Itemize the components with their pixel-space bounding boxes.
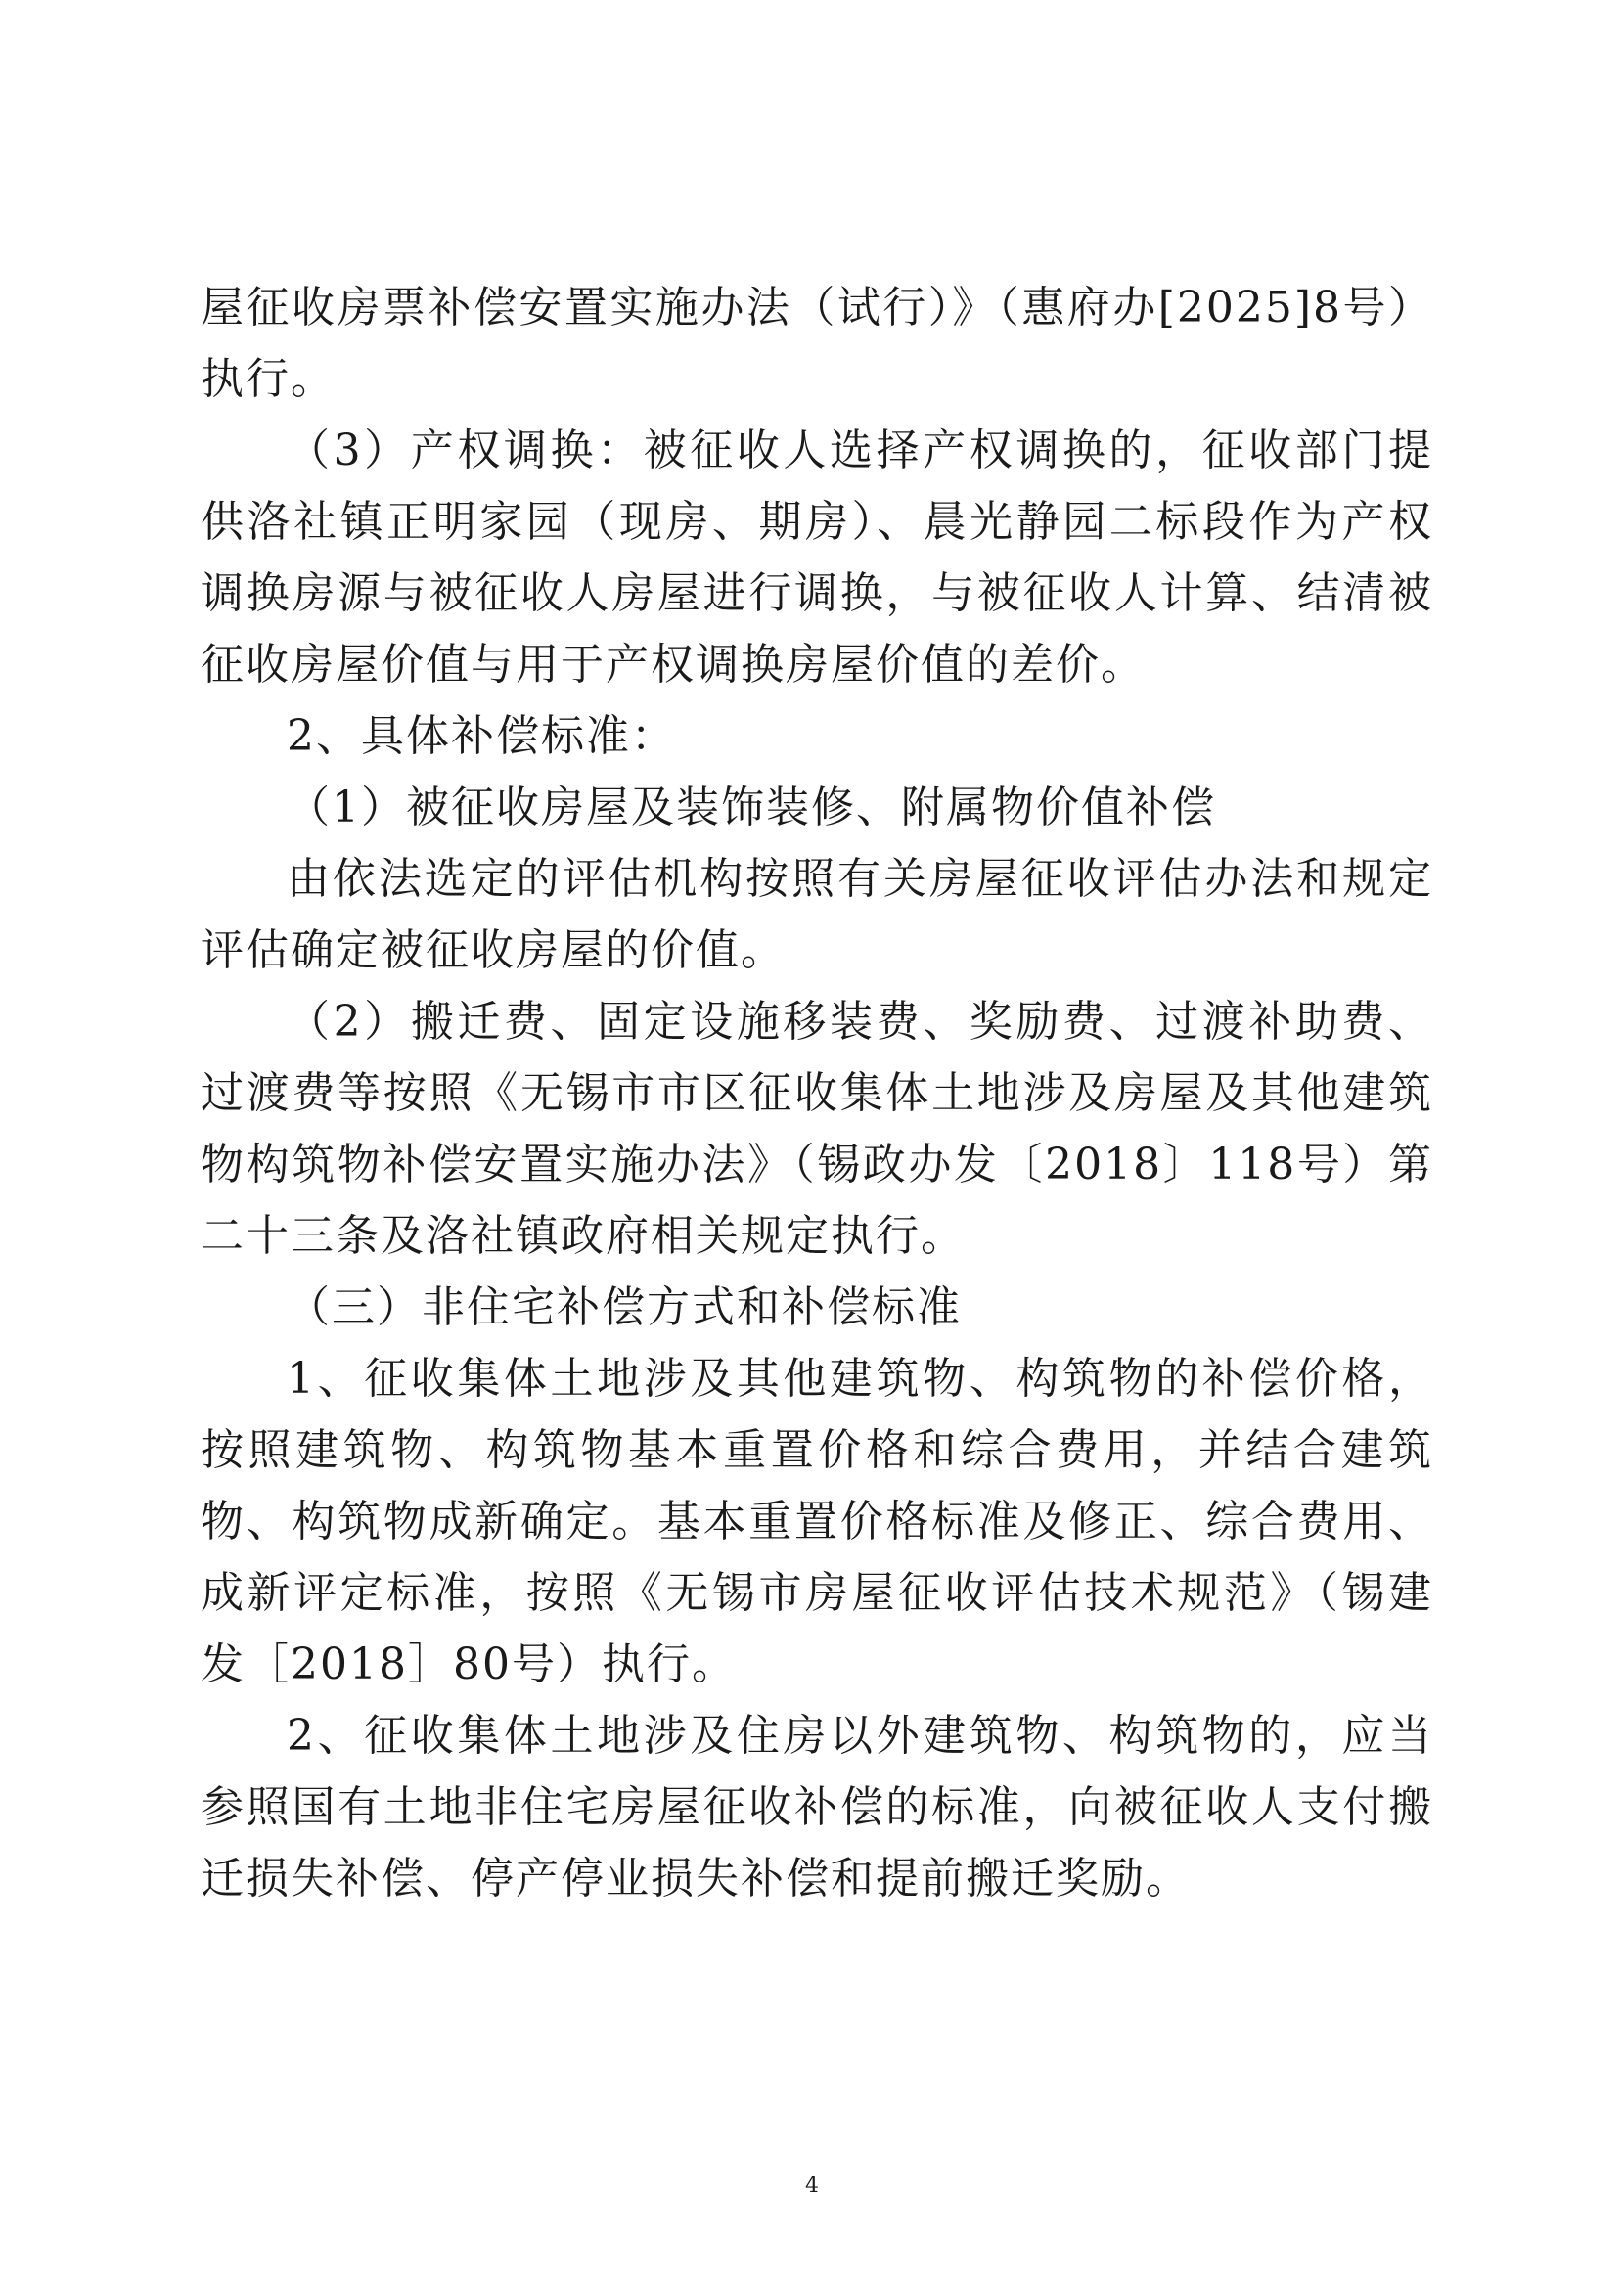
paragraph-2: （3）产权调换：被征收人选择产权调换的，征收部门提供洛社镇正明家园（现房、期房）、晨光静园二标段作为产权调换房源与被征收人房屋进行调换，与被征收人计算、结清被征收房屋价值与用于产权调换房屋价值的差价。 bbox=[201, 426, 1433, 690]
paragraph-8: 1、征收集体土地涉及其他建筑物、构筑物的补偿价格，按照建筑物、构筑物基本重置价格和综合费用，并结合建筑物、构筑物成新确定。基本重置价格标准及修正、综合费用、成新评定标准，按照《无锡市房屋征收评估技术规范》（锡建发［2018］80号）执行。 bbox=[201, 1354, 1433, 1689]
paragraph-4: （1）被征收房屋及装饰装修、附属物价值补偿 bbox=[287, 783, 1216, 832]
page-number: 4 bbox=[805, 2174, 819, 2198]
paragraph-5: 由依法选定的评估机构按照有关房屋征收评估办法和规定评估确定被征收房屋的价值。 bbox=[201, 854, 1433, 975]
paragraph-9: 2、征收集体土地涉及住房以外建筑物、构筑物的，应当参照国有土地非住宅房屋征收补偿的标准，向被征收人支付搬迁损失补偿、停产停业损失补偿和提前搬迁奖励。 bbox=[201, 1711, 1433, 1904]
paragraph-1: 屋征收房票补偿安置实施办法（试行）》（惠府办[2025]8号）执行。 bbox=[201, 283, 1433, 404]
paragraph-3: 2、具体补偿标准： bbox=[287, 711, 676, 761]
document-body bbox=[201, 272, 1433, 1914]
paragraph-6: （2）搬迁费、固定设施移装费、奖励费、过渡补助费、过渡费等按照《无锡市市区征收集体土地涉及房屋及其他建筑物构筑物补偿安置实施办法》（锡政办发〔2018〕118号）第二十三条及洛社镇政府相关规定执行。 bbox=[201, 997, 1433, 1261]
paragraph-7: （三）非住宅补偿方式和补偿标准 bbox=[287, 1282, 962, 1332]
